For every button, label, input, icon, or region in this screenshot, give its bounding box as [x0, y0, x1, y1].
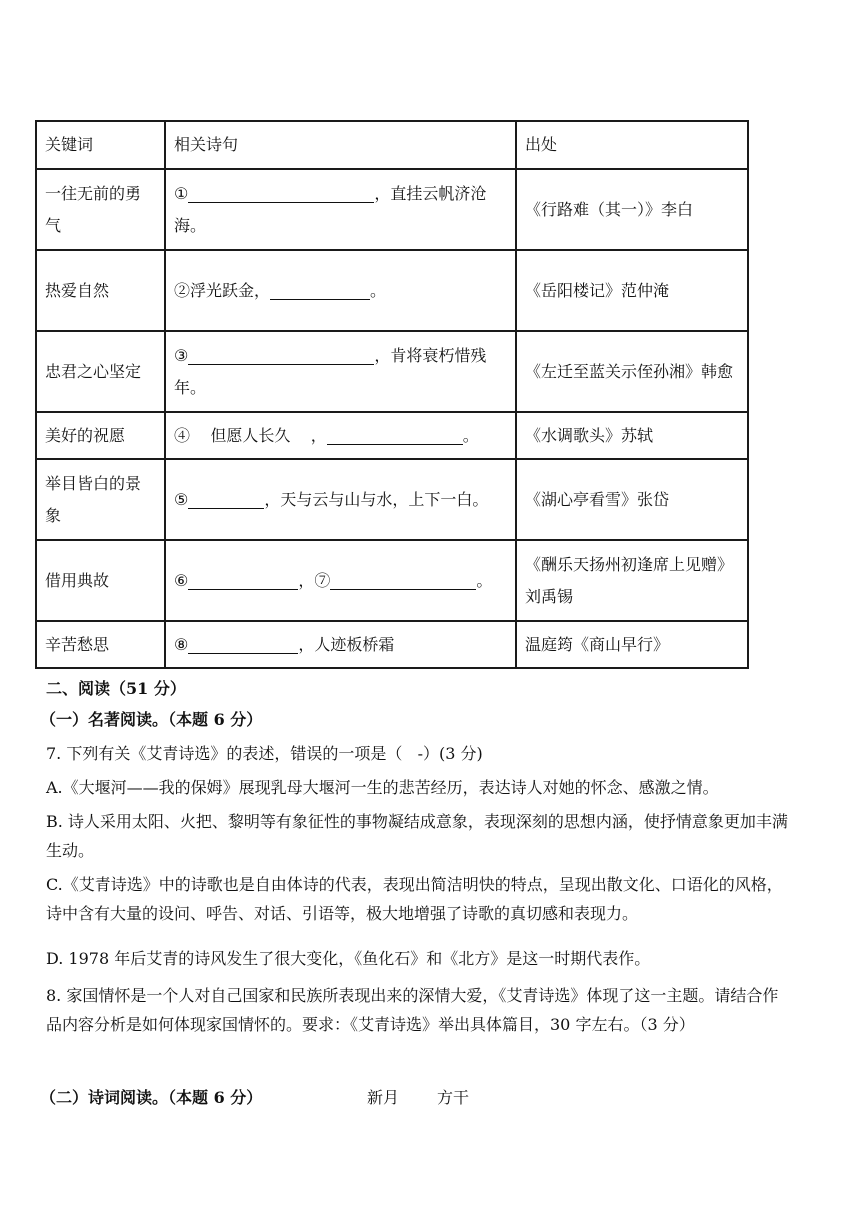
poem-title: 新月 [367, 1088, 400, 1107]
row-verse [165, 540, 516, 621]
row-source: 《岳阳楼记》范仲淹 [516, 250, 748, 331]
verse-prefix: ① [174, 183, 189, 203]
row-keyword: 举目皆白的景象 [36, 459, 165, 540]
verse-prefix: ⑥ [174, 570, 189, 590]
verse-prefix: ②浮光跃金， [174, 280, 271, 300]
question-7-option-d: D. 1978 年后艾青的诗风发生了很大变化，《鱼化石》和《北方》是这一时期代表作。 [46, 949, 651, 968]
answer-blank-5[interactable] [188, 490, 264, 509]
verse-prefix: ④ 但愿人长久 ， [174, 425, 327, 445]
answer-blank-4[interactable] [327, 426, 463, 445]
verse-suffix: ，直挂云帆济沧海。 [174, 183, 487, 235]
answer-blank-2[interactable] [270, 281, 370, 300]
row-source: 温庭筠《商山早行》 [516, 621, 748, 668]
row-keyword: 辛苦愁思 [36, 621, 165, 668]
verse-suffix: ，人迹板桥霜 [298, 634, 395, 654]
verse-suffix: 。 [476, 570, 493, 590]
answer-blank-7[interactable] [330, 571, 476, 590]
row-verse [165, 250, 516, 331]
question-7-option-c: C.《艾青诗选》中的诗歌也是自由体诗的代表，表现出简洁明快的特点，呈现出散文化、口语化的风格，诗中含有大量的设问、呼告、对话、引语等，极大地增强了诗歌的真切感和表现力。 [46, 875, 783, 923]
row-keyword: 美好的祝愿 [36, 412, 165, 459]
answer-blank-8[interactable] [188, 635, 298, 654]
row-verse [165, 169, 516, 250]
table-row [36, 331, 748, 412]
part-two-heading: （二）诗词阅读。（本题 6 分） [40, 1088, 263, 1107]
row-keyword: 一往无前的勇气 [36, 169, 165, 250]
header-source: 出处 [516, 121, 748, 169]
question-7-stem: 7. 下列有关《艾青诗选》的表述，错误的一项是（ -）(3 分) [46, 744, 483, 763]
verse-prefix: ⑧ [174, 634, 189, 654]
row-source: 《左迁至蓝关示侄孙湘》韩愈 [516, 331, 748, 412]
row-verse [165, 459, 516, 540]
question-7-option-b: B. 诗人采用太阳、火把、黎明等有象征性的事物凝结成意象，表现深刻的思想内涵，使抒情意象更加丰满生动。 [46, 812, 788, 860]
verse-suffix: ，肯将衰朽惜残年。 [174, 345, 487, 397]
poetry-fill-table [35, 120, 749, 669]
table-row [36, 250, 748, 331]
row-keyword: 借用典故 [36, 540, 165, 621]
row-keyword: 热爱自然 [36, 250, 165, 331]
verse-prefix: ③ [174, 345, 189, 365]
row-keyword: 忠君之心坚定 [36, 331, 165, 412]
row-verse [165, 412, 516, 459]
header-verse: 相关诗句 [165, 121, 516, 169]
table-row [36, 540, 748, 621]
verse-suffix: 。 [370, 280, 387, 300]
row-verse [165, 331, 516, 412]
question-8: 8. 家国情怀是一个人对自己国家和民族所表现出来的深情大爱，《艾青诗选》体现了这一主题。请结合作品内容分析是如何体现家国情怀的。要求：《艾青诗选》举出具体篇目，30 字左右。（3 分） [46, 986, 779, 1034]
question-7-option-a: A.《大堰河——我的保姆》展现乳母大堰河一生的悲苦经历，表达诗人对她的怀念、感激之情。 [46, 778, 719, 797]
row-source: 《行路难（其一）》李白 [516, 169, 748, 250]
answer-blank-6[interactable] [188, 571, 298, 590]
answer-blank-3[interactable] [188, 346, 374, 365]
verse-prefix: ⑤ [174, 489, 189, 509]
row-source: 《酬乐天扬州初逢席上见赠》刘禹锡 [516, 540, 748, 621]
row-verse [165, 621, 516, 668]
header-keyword: 关键词 [36, 121, 165, 169]
row-source: 《湖心亭看雪》张岱 [516, 459, 748, 540]
section-two-heading: 二、阅读（51 分） [46, 679, 186, 698]
verse-mid: ，⑦ [298, 570, 331, 590]
row-source: 《水调歌头》苏轼 [516, 412, 748, 459]
table-row [36, 169, 748, 250]
table-row [36, 621, 748, 668]
table-header-row [36, 121, 748, 169]
answer-blank-1[interactable] [188, 184, 374, 203]
table-row [36, 412, 748, 459]
verse-suffix: ，天与云与山与水，上下一白。 [264, 489, 489, 509]
verse-suffix: 。 [462, 425, 479, 445]
poem-author: 方干 [437, 1088, 470, 1107]
part-one-heading: （一）名著阅读。（本题 6 分） [40, 710, 263, 729]
table-row [36, 459, 748, 540]
